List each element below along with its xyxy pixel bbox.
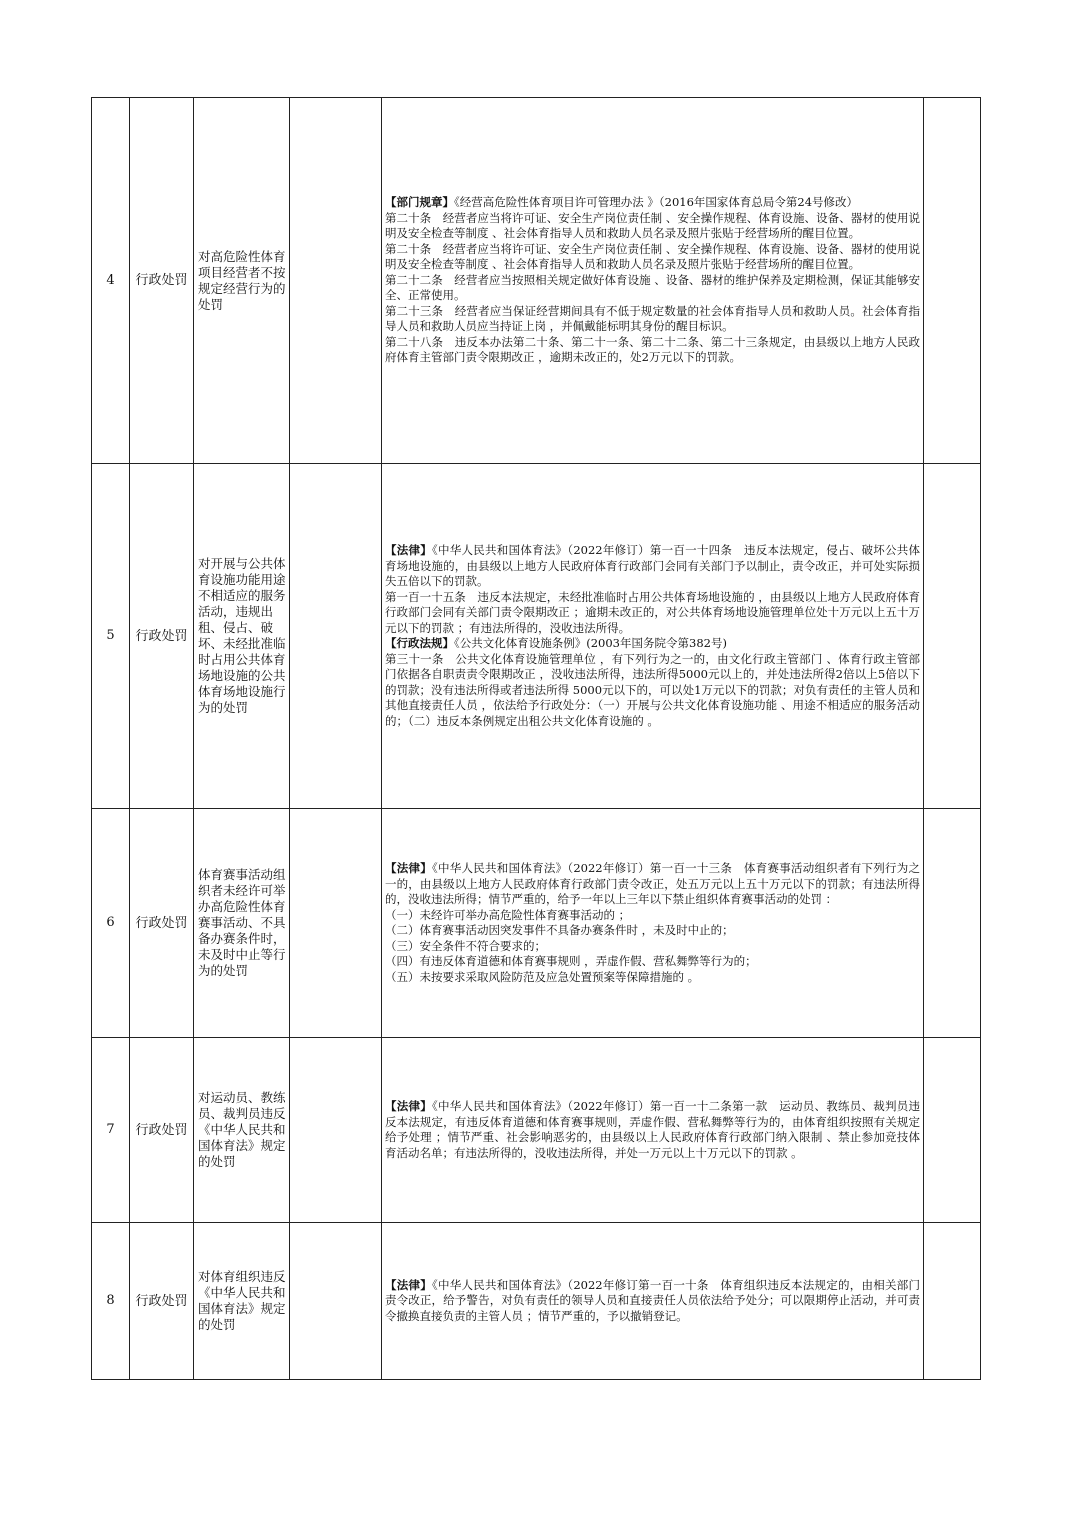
basis-paragraph: [385, 335, 920, 366]
penalty-type: 行政处罚: [130, 1038, 194, 1223]
basis-text: 第二十条 经营者应当将许可证、安全生产岗位责任制 、安全操作规程、体育设施、设备、器材的使用说明及安全检查等制度 、社会体育指导人员和救助人员名录及照片张贴于经营场所的醒目位置。: [385, 241, 920, 272]
empty-cell: [290, 809, 382, 1038]
basis-paragraph: [385, 652, 920, 730]
basis-text: 《中华人民共和国体育法》（2022年修订第一百一十条 体育组织违反本法规定的，由相关部门责令改正，给予警告，对负有责任的领导人员和直接责任人员依法给予处分；可以限期停止活动，并可责令撤换直接负责的主管人员 ；情节严重的，予以撤销登记。: [385, 1277, 921, 1323]
empty-cell: [924, 1038, 981, 1223]
basis-paragraph: [385, 861, 920, 908]
basis-paragraph: [385, 273, 920, 304]
basis-text: 第二十条 经营者应当将许可证、安全生产岗位责任制 、安全操作规程、体育设施、设备、器材的使用说明及安全检查等制度 、社会体育指导人员和救助人员名录及照片张贴于经营场所的醒目位置。: [385, 210, 920, 241]
empty-cell: [924, 1223, 981, 1380]
basis-paragraph: [385, 590, 920, 637]
penalty-type: 行政处罚: [130, 1223, 194, 1380]
basis-text: （二）体育赛事活动因突发事件不具备办赛条件时 ，未及时中止的；: [385, 923, 734, 937]
penalty-item: 对运动员、教练员、裁判员违反《中华人民共和国体育法》规定的处罚: [194, 1038, 290, 1223]
empty-cell: [290, 464, 382, 809]
penalty-type: 行政处罚: [130, 98, 194, 464]
basis-text: 《经营高危险性体育项目许可管理办法 》（2016年国家体育总局令第24号修改）: [454, 195, 859, 210]
legal-basis: [382, 464, 924, 809]
basis-paragraph: [385, 923, 920, 939]
basis-text: （三）安全条件不符合要求的；: [385, 938, 546, 953]
basis-paragraph: [385, 954, 920, 970]
empty-cell: [924, 809, 981, 1038]
basis-tag: 【法律】: [385, 1277, 433, 1292]
penalty-type: 行政处罚: [130, 809, 194, 1038]
basis-paragraph: [385, 1278, 920, 1325]
basis-tag: 【部门规章】: [385, 195, 454, 210]
legal-basis: [382, 1038, 924, 1223]
table-row: [92, 464, 981, 809]
basis-tag: 【行政法规】: [385, 636, 454, 650]
basis-paragraph: [385, 636, 920, 652]
basis-paragraph: [385, 908, 920, 924]
basis-tag: 【法律】: [385, 543, 433, 557]
basis-tag: 【法律】: [385, 861, 433, 875]
basis-text: 《公共文化体育设施条例》(2003年国务院令第382号): [454, 636, 727, 650]
basis-text: 《中华人民共和国体育法》（2022年修订）第一百一十三条 体育赛事活动组织者有下列行为之一的，由县级以上地方人民政府体育行政部门责令改正，处五万元以上五十万元以下的罚款；有违法所得的，没收违法所得；情节严重的，给予一年以上三年以下禁止组织体育赛事活动的处罚 ：: [385, 861, 921, 906]
table-row: [92, 1038, 981, 1223]
basis-paragraph: [385, 195, 920, 211]
penalty-item: 对高危险性体育项目经营者不按规定经营行为的处罚: [194, 98, 290, 464]
empty-cell: [290, 1038, 382, 1223]
basis-text: 《中华人民共和国体育法》（2022年修订）第一百一十四条 违反本法规定，侵占、破坏公共体育场地设施的，由县级以上地方人民政府体育行政部门会同有关部门予以制止，责令改正，并可处实际损失五倍以下的罚款。: [385, 543, 921, 588]
table-row: [92, 1223, 981, 1380]
empty-cell: [290, 98, 382, 464]
legal-basis: [382, 809, 924, 1038]
legal-basis: [382, 98, 924, 464]
basis-text: （四）有违反体育道德和体育赛事规则 ，弄虚作假、营私舞弊等行为的；: [385, 954, 757, 968]
empty-cell: [290, 1223, 382, 1380]
basis-paragraph: [385, 970, 920, 986]
basis-text: 第三十一条 公共文化体育设施管理单位 ，有下列行为之一的，由文化行政主管部门 、体育行政主管部门依据各自职责责令限期改正 ，没收违法所得，违法所得5000元以上的，并处违法所得2倍以上5倍以下的罚款；没有违法所得或者违法所得 5000元以下的，可以处1万元以下的罚款；对负有责任的主管人员和其他直接责任人员 ，依法给予行政处分：（一）开展与公共文化体育设施功能 、用途不相适应的服务活动的；（二）违反本条例规定出租公共文化体育设施的 。: [385, 651, 920, 728]
penalty-table: [91, 97, 981, 1380]
row-number: 7: [92, 1038, 130, 1223]
basis-paragraph: [385, 1099, 920, 1161]
basis-text: 第二十八条 违反本办法第二十条、第二十一条、第二十二条、第二十三条规定，由县级以上地方人民政府体育主管部门责令限期改正 ，逾期未改正的，处2万元以下的罚款。: [385, 334, 920, 365]
row-number: 8: [92, 1223, 130, 1380]
basis-text: （一）未经许可举办高危险性体育赛事活动的 ；: [385, 907, 631, 922]
basis-paragraph: [385, 543, 920, 590]
row-number: 5: [92, 464, 130, 809]
basis-text: 《中华人民共和国体育法》（2022年修订）第一百一十二条第一款 运动员、教练员、裁判员违反本法规定，有违反体育道德和体育赛事规则，弄虚作假、营私舞弊等行为的，由体育组织按照有关规定给予处理 ；情节严重、社会影响恶劣的，由县级以上人民政府体育行政部门纳入限制 、禁止参加竞技体育活动名单；有违法所得的，没收违法所得，并处一万元以上十万元以下的罚款 。: [385, 1099, 921, 1160]
row-number: 4: [92, 98, 130, 464]
table-row: [92, 98, 981, 464]
basis-paragraph: [385, 211, 920, 242]
basis-text: 第二十二条 经营者应当按照相关规定做好体育设施 、设备、器材的维护保养及定期检测，保证其能够安全、正常使用。: [385, 272, 920, 303]
penalty-item: 对体育组织违反《中华人民共和国体育法》规定的处罚: [194, 1223, 290, 1380]
basis-text: 第一百一十五条 违反本法规定，未经批准临时占用公共体育场地设施的 ，由县级以上地方人民政府体育行政部门会同有关部门责令限期改正 ；逾期未改正的，对公共体育场地设施管理单位处十万元以上五十万元以下的罚款 ；有违法所得的，没收违法所得。: [385, 589, 920, 635]
empty-cell: [924, 464, 981, 809]
penalty-item: 体育赛事活动组织者未经许可举办高危险性体育赛事活动、不具备办赛条件时，未及时中止等行为的处罚: [194, 809, 290, 1038]
row-number: 6: [92, 809, 130, 1038]
basis-paragraph: [385, 304, 920, 335]
legal-basis: [382, 1223, 924, 1380]
penalty-item: 对开展与公共体育设施功能用途不相适应的服务活动，违规出租、侵占、破坏、未经批准临时占用公共体育场地设施的公共体育场地设施行为的处罚: [194, 464, 290, 809]
basis-text: （五）未按要求采取风险防范及应急处置预案等保障措施的 。: [385, 969, 700, 984]
table-row: [92, 809, 981, 1038]
basis-paragraph: [385, 939, 920, 955]
basis-text: 第二十三条 经营者应当保证经营期间具有不低于规定数量的社会体育指导人员和救助人员。社会体育指导人员和救助人员应当持证上岗 ，并佩戴能标明其身份的醒目标识。: [385, 303, 920, 334]
basis-tag: 【法律】: [385, 1099, 433, 1113]
basis-paragraph: [385, 242, 920, 273]
penalty-type: 行政处罚: [130, 464, 194, 809]
empty-cell: [924, 98, 981, 464]
